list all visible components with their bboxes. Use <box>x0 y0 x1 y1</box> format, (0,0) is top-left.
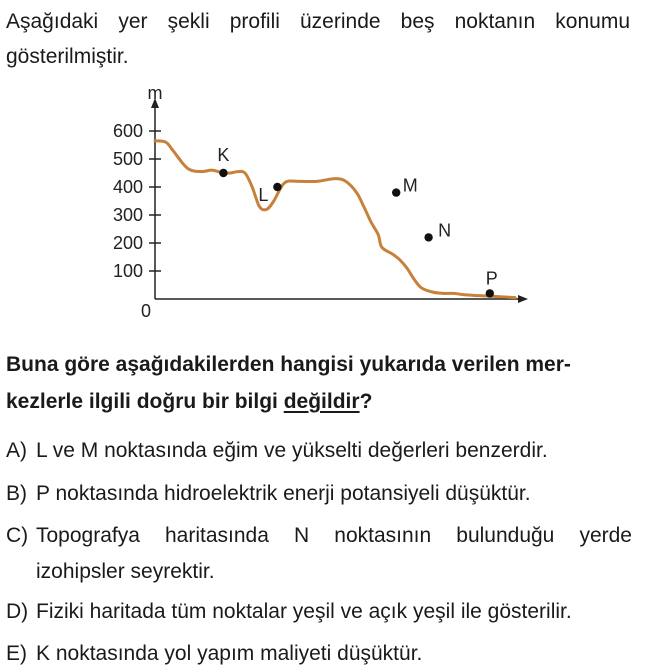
question-underlined-word: değildir <box>283 390 360 413</box>
point-m-label: M <box>402 175 418 196</box>
option-c-text-2: izohipsler seyrektir. <box>36 560 215 583</box>
option-b-letter: B) <box>6 482 27 505</box>
point-m <box>392 188 400 196</box>
elevation-profile-chart <box>0 80 560 330</box>
x-axis-arrow <box>518 295 528 303</box>
question-text <box>6 346 632 420</box>
y-axis-label: m <box>147 83 163 103</box>
question-line-1: Buna göre aşağıdakilerden hangisi yukarıda verilen mer- <box>6 353 571 376</box>
point-p <box>486 289 494 297</box>
chart-ticks <box>113 121 161 281</box>
point-n <box>424 233 432 241</box>
option-d-text: Fiziki haritada tüm noktalar yeşil ve açık yeşil ile gösterilir. <box>36 600 572 623</box>
option-a-text: L ve M noktasında eğim ve yükselti değerleri benzerdir. <box>36 439 548 462</box>
point-k <box>219 169 227 177</box>
option-e[interactable] <box>6 636 636 672</box>
option-a[interactable] <box>6 433 636 469</box>
option-c-letter: C) <box>6 524 29 547</box>
question-line-2-prefix: kezlerle ilgili doğru bir bilgi <box>6 390 284 413</box>
option-d-letter: D) <box>6 600 29 623</box>
option-e-text: K noktasında yol yapım maliyeti düşüktür. <box>36 642 423 665</box>
y-tick-label: 300 <box>112 205 143 225</box>
option-e-letter: E) <box>6 642 27 665</box>
point-l <box>273 183 281 191</box>
option-a-letter: A) <box>6 439 27 462</box>
y-tick-label: 100 <box>112 261 143 281</box>
point-p-label: P <box>485 268 498 289</box>
point-l-label: L <box>258 185 269 205</box>
y-tick-label: 600 <box>112 121 143 141</box>
option-b-text: P noktasında hidroelektrik enerji potansiyeli düşüktür. <box>36 482 531 505</box>
option-d[interactable] <box>6 594 636 630</box>
chart-axes <box>141 83 528 321</box>
intro-line-2: gösterilmiştir. <box>6 45 129 68</box>
option-c-text-1: Topografya haritasında N noktasının bulunduğu yerde <box>36 524 632 547</box>
y-tick-label: 400 <box>112 177 143 197</box>
origin-label: 0 <box>140 301 152 321</box>
y-tick-label: 200 <box>112 233 143 253</box>
point-k-label: K <box>217 145 230 165</box>
option-b[interactable] <box>6 476 636 512</box>
y-tick-label: 500 <box>112 149 143 169</box>
intro-line-1: Aşağıdaki yer şekli profili üzerinde beş noktanın konumu <box>6 10 630 33</box>
point-n-label: N <box>438 220 452 241</box>
profile-line <box>155 141 515 298</box>
chart-points <box>217 145 497 298</box>
intro-text <box>6 4 630 74</box>
option-c[interactable] <box>6 518 632 590</box>
question-mark: ? <box>359 390 373 413</box>
